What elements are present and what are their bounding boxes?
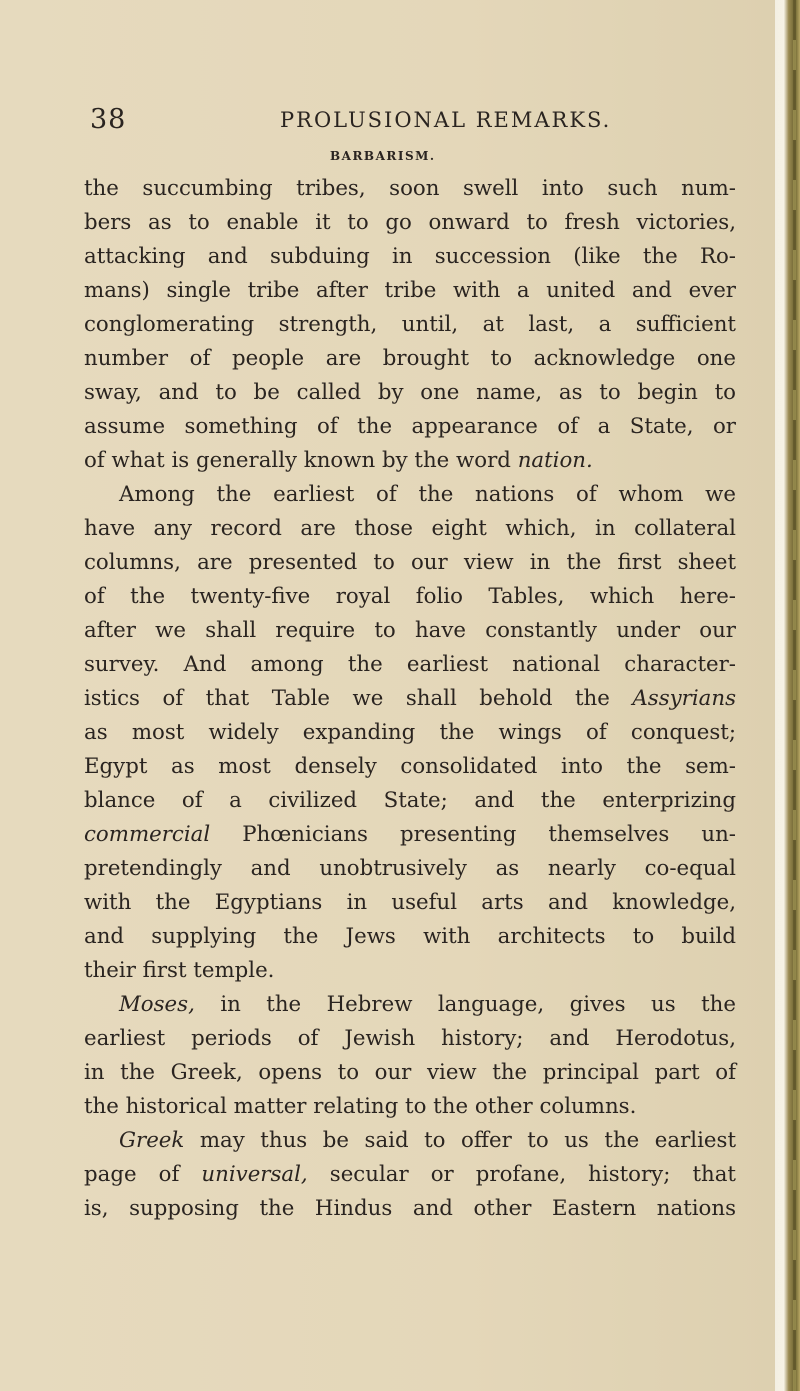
text-line: conglomerating strength, until, at last, a sufficient [84, 312, 736, 337]
text-line: blance of a civilized State; and the enterprizing [84, 788, 736, 813]
page-number: 38 [90, 104, 127, 135]
text-line: and supplying the Jews with architects to build [84, 924, 736, 949]
text-line: earliest periods of Jewish history; and Herodotus, [84, 1026, 736, 1051]
italic-word: Moses, [119, 992, 195, 1017]
page-binding-edge [775, 0, 800, 1391]
text-line: page of universal, secular or profane, history; that [84, 1162, 736, 1187]
running-head: PROLUSIONAL REMARKS. [280, 108, 612, 132]
paragraph-start: Greek may thus be said to offer to us the earliest [119, 1128, 736, 1153]
text-line: number of people are brought to acknowledge one [84, 346, 736, 371]
text-line: bers as to enable it to go onward to fresh victories, [84, 210, 736, 235]
text-line: is, supposing the Hindus and other Eastern nations [84, 1196, 736, 1221]
text-line: pretendingly and unobtrusively as nearly co-equal [84, 856, 736, 881]
text-line: attacking and subduing in succession (like the Ro- [84, 244, 736, 269]
text-line: the historical matter relating to the other columns. [84, 1094, 637, 1119]
paragraph-start: Among the earliest of the nations of whom we [119, 482, 736, 507]
text-line: the succumbing tribes, soon swell into such num- [84, 176, 736, 201]
italic-word: commercial [84, 822, 211, 847]
text-line: of what is generally known by the word nation. [84, 448, 593, 473]
text-line: sway, and to be called by one name, as to begin to [84, 380, 736, 405]
text-line: columns, are presented to our view in the first sheet [84, 550, 736, 575]
italic-word: Greek [119, 1128, 185, 1153]
page-header [90, 104, 730, 144]
text-line: their first temple. [84, 958, 275, 983]
text-line: Egypt as most densely consolidated into the sem- [84, 754, 736, 779]
italic-word: universal, [201, 1162, 308, 1187]
text-line: as most widely expanding the wings of conquest; [84, 720, 736, 745]
text-line: survey. And among the earliest national character- [84, 652, 736, 677]
text-line: in the Greek, opens to our view the principal part of [84, 1060, 736, 1085]
italic-word: Assyrians [632, 686, 736, 711]
text-line: have any record are those eight which, in collateral [84, 516, 736, 541]
text-line: after we shall require to have constantly under our [84, 618, 736, 643]
paragraph-start: Moses, in the Hebrew language, gives us the [119, 992, 736, 1017]
body-text [84, 172, 736, 1226]
text-line: of the twenty-five royal folio Tables, which here- [84, 584, 736, 609]
italic-word: nation. [517, 448, 593, 473]
text-line: assume something of the appearance of a State, or [84, 414, 736, 439]
text-line: mans) single tribe after tribe with a united and ever [84, 278, 736, 303]
text-line: with the Egyptians in useful arts and knowledge, [84, 890, 736, 915]
text-line: istics of that Table we shall behold the Assyrians [84, 686, 736, 711]
section-heading: BARBARISM. [330, 149, 436, 163]
text-line: commercial Phœnicians presenting themselves un- [84, 822, 736, 847]
